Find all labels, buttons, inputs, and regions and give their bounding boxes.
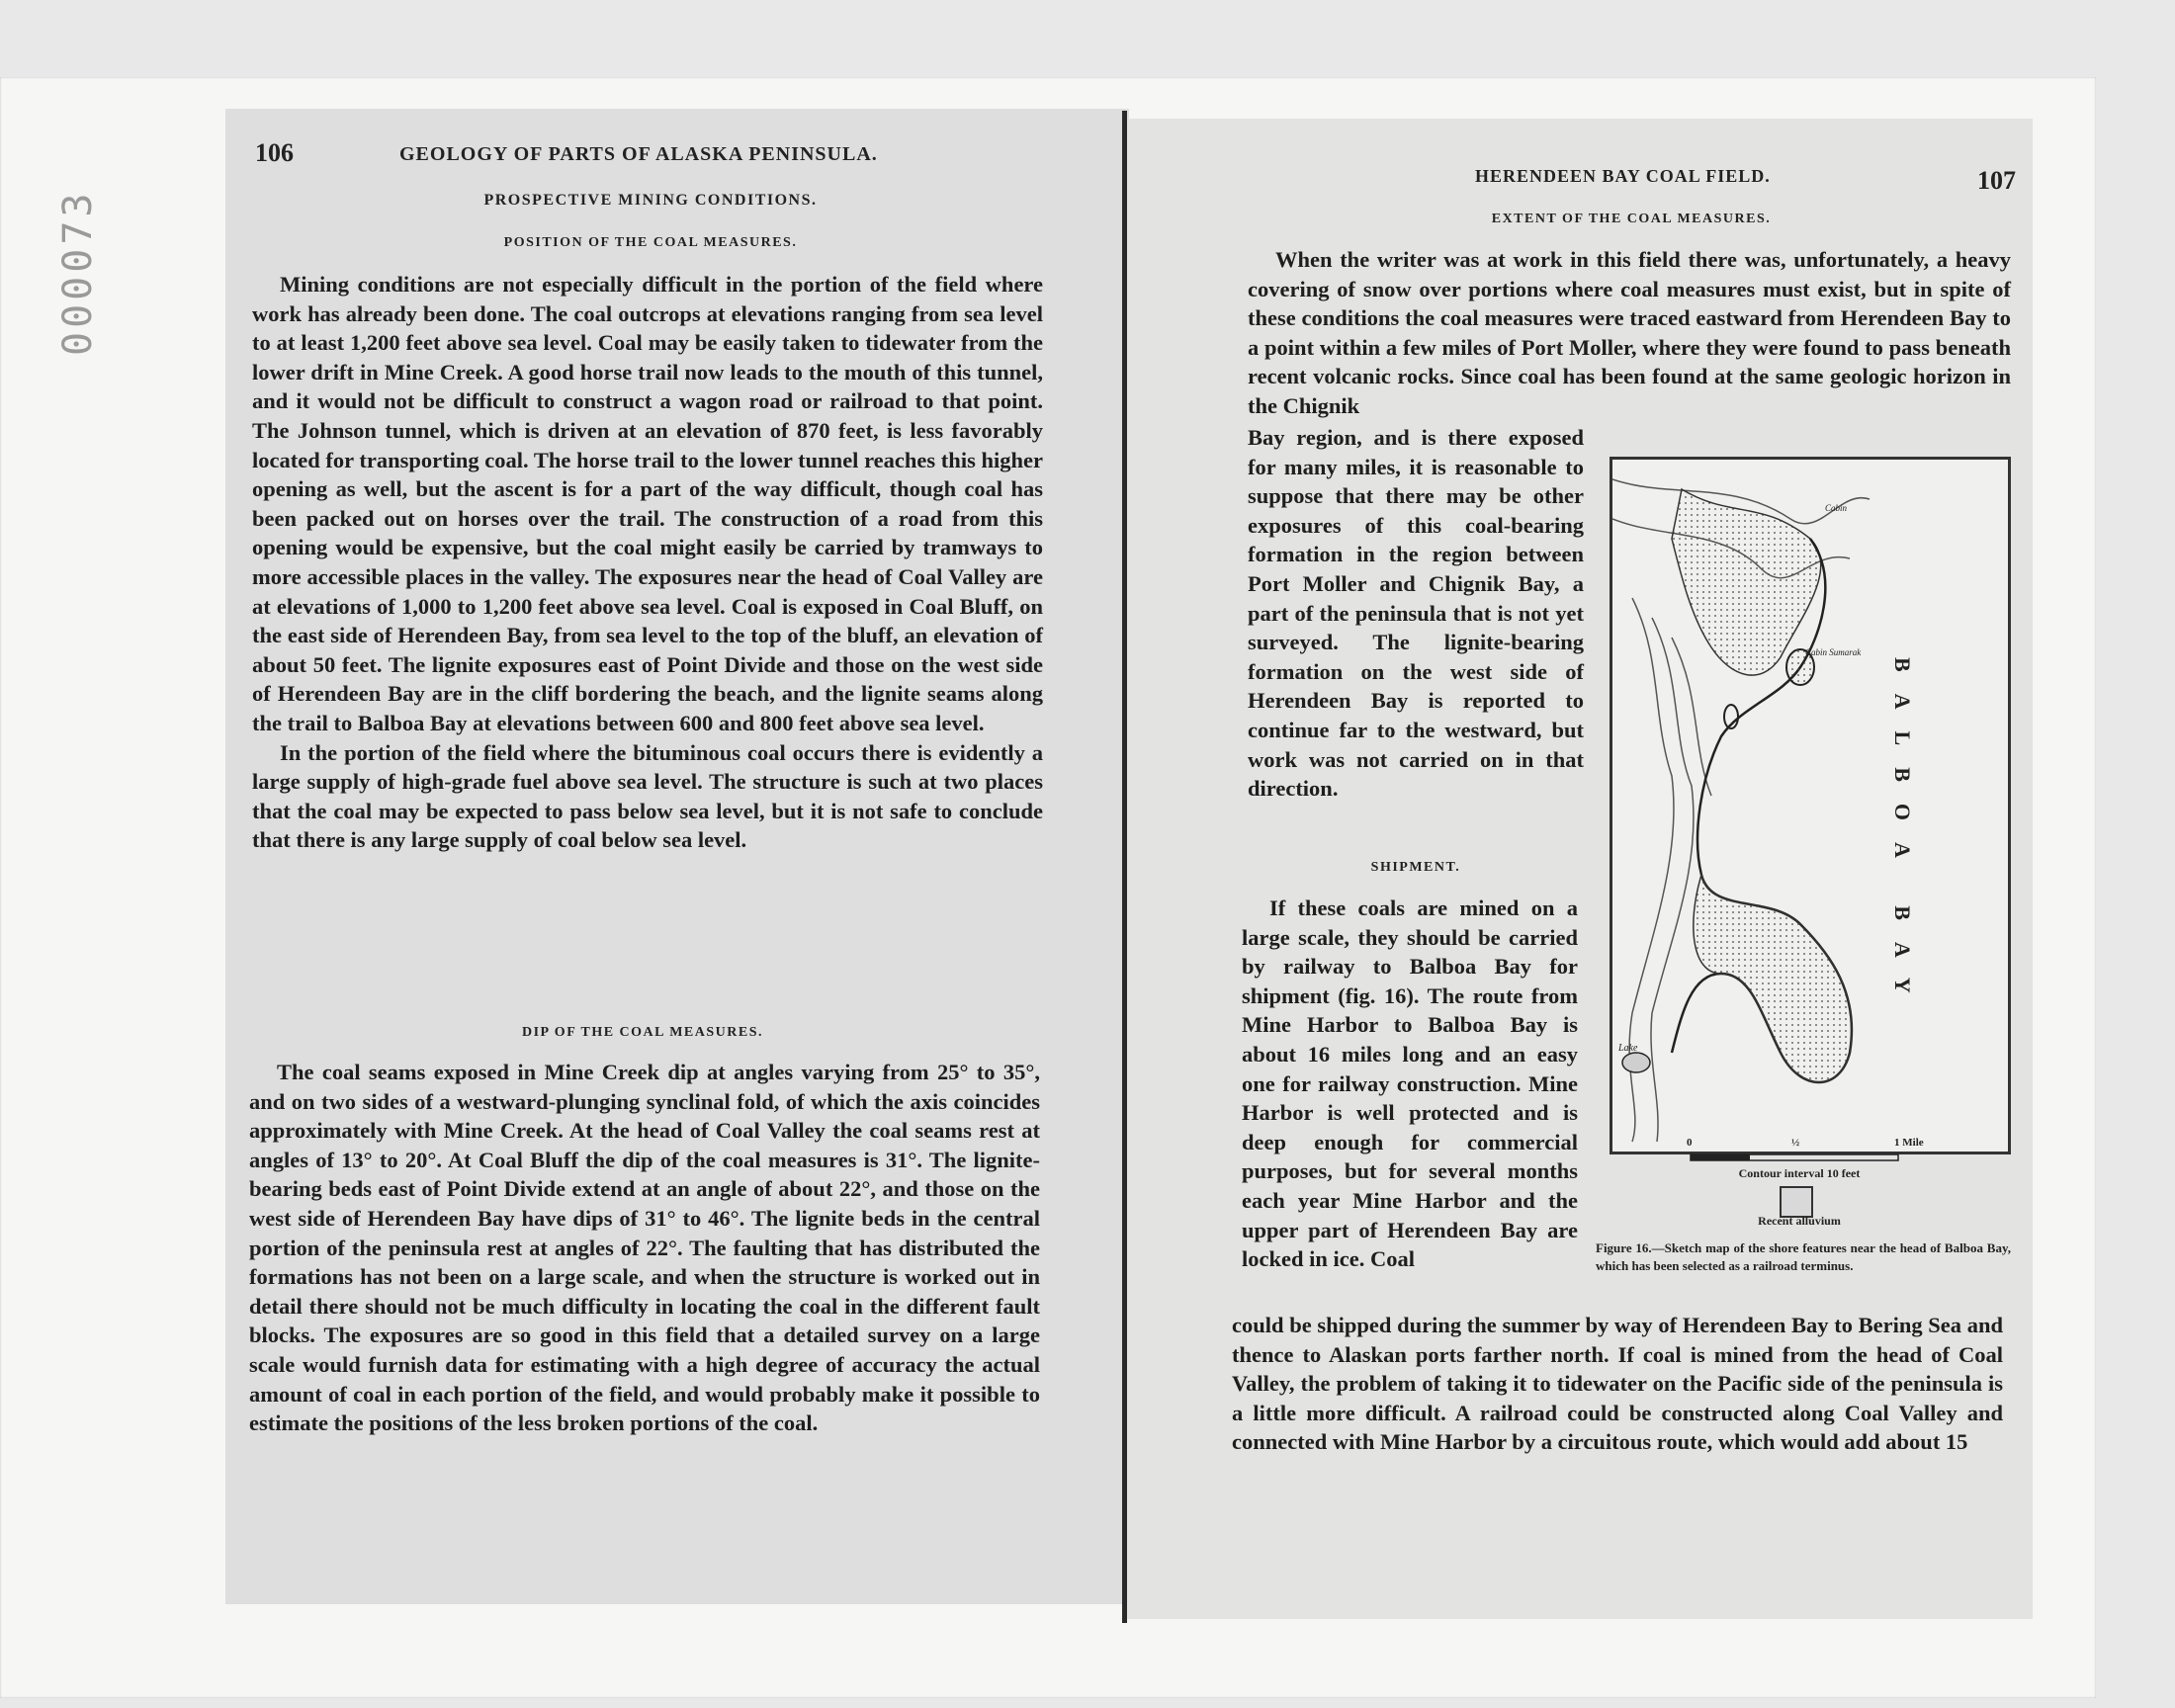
figure-16-map: [1610, 457, 2011, 1154]
left-body-2: [249, 1058, 1040, 1438]
page-gutter: [1122, 111, 1127, 1623]
right-body-narrow-1: [1248, 423, 1584, 804]
subheading-shipment: SHIPMENT.: [1370, 860, 1461, 875]
paragraph-shipment: If these coals are mined on a large scale, they should be carried by railway to Balboa Bay for shipment (fig. 16). The route from Mine Harbor to Balboa Bay is about 16 miles long and an easy one for railway construction. Mine Harbor is well protected and is deep enough for commercial purposes, but for several months each year Mine Harbor and the upper part of Herendeen Bay are locked in ice. Coal: [1242, 896, 1578, 1272]
right-body-full-2: [1232, 1311, 2003, 1457]
paragraph-shipment-cont: could be shipped during the summer by way of Herendeen Bay to Bering Sea and thence to Alaskan ports farther north. If coal is mined from the head of Coal Valley, the problem of taking it to tidewater on the Pacific side of the peninsula is a little more difficult. A railroad could be constructed along Coal Valley and connected with Mine Harbor by a circuitous route, which would add about 15: [1232, 1313, 2003, 1455]
map-lake-label: Lake: [1618, 1043, 1638, 1054]
subheading-dip: DIP OF THE COAL MEASURES.: [521, 1025, 764, 1040]
section-heading: PROSPECTIVE MINING CONDITIONS.: [483, 192, 818, 209]
right-body-full-1: [1248, 245, 2011, 421]
scale-bar: [1681, 1149, 1928, 1166]
right-body-narrow-2: [1242, 894, 1578, 1274]
left-body-1: [252, 270, 1043, 855]
page-number-right: 107: [1977, 166, 2016, 195]
subheading-extent: EXTENT OF THE COAL MEASURES.: [1491, 212, 1772, 226]
contour-interval-label: Contour interval 10 feet: [1738, 1166, 1861, 1180]
scale-one-mile: 1 Mile: [1894, 1137, 1924, 1149]
subheading-position: POSITION OF THE COAL MEASURES.: [503, 235, 798, 250]
paragraph-extent-cont: Bay region, and is there exposed for many miles, it is reasonable to suppose that there may be other exposures of this coal-bearing formation in the region between Port Moller and Chignik Bay, a part of the peninsula that is not yet surveyed. The lignite-bearing formation on the west side of Herendeen Bay is reported to continue far to the westward, but work was not carried on in that direction.: [1248, 425, 1584, 802]
paragraph-extent-start: When the writer was at work in this field there was, unfortunately, a heavy covering of snow over portions where coal measures must exist, but in spite of these conditions the coal measures were traced eastward from Herendeen Bay to a point within a few miles of Port Moller, where they were found to pass beneath recent volcanic rocks. Since coal has been found at the same geologic horizon in the Chignik: [1248, 247, 2011, 418]
map-drawing: [1612, 460, 2008, 1152]
map-cabin-sumarak-label: Cabin Sumarak: [1805, 647, 1862, 657]
archive-stamp: 000073: [55, 189, 101, 356]
paragraph-supply: In the portion of the field where the bituminous coal occurs there is evidently a large supply of high-grade fuel above sea level. The structure is such at two places that the coal may be expected to pass below sea level, but it is not safe to conclude that there is any large supply of coal below sea level.: [252, 739, 1043, 853]
running-head-right: HERENDEEN BAY COAL FIELD.: [1475, 166, 1771, 186]
figure-caption: Figure 16.—Sketch map of the shore features near the head of Balboa Bay, which has been selected as a railroad terminus.: [1596, 1240, 2011, 1273]
scale-half: ½: [1791, 1137, 1800, 1149]
map-bay-label: BALBOA BAY: [1890, 657, 1915, 1015]
map-cabin-label: Cabin: [1825, 503, 1848, 513]
scale-zero: 0: [1687, 1137, 1693, 1149]
paragraph-position: Mining conditions are not especially difficult in the portion of the field where work has already been done. The coal outcrops at elevations ranging from sea level to at least 1,200 feet above sea level. Coal may be easily taken to tidewater from the lower drift in Mine Creek. A good horse trail now leads to the mouth of this tunnel, and it would not be difficult to construct a wagon road or railroad to that point. The Johnson tunnel, which is driven at an elevation of 870 feet, is less favorably located for transporting coal. The horse trail to the lower tunnel reaches this higher opening as well, but the ascent is for a part of the way difficult, though coal has been packed out on horses over the trail. The construction of a road from this opening would be expensive, but the coal might easily be carried by tramways to more accessible places in the valley. The exposures near the head of Coal Valley are at elevations of 1,000 to 1,200 feet above sea level. Coal is exposed in Coal Bluff, on the east side of Herendeen Bay, from sea level to the top of the bluff, an elevation of about 50 feet. The lignite exposures east of Point Divide and those on the west side of Herendeen Bay are in the cliff bordering the beach, and the lignite seams along the trail to Balboa Bay at elevations between 600 and 800 feet above sea level.: [252, 272, 1043, 735]
paragraph-dip: The coal seams exposed in Mine Creek dip at angles varying from 25° to 35°, and on two sides of a westward-plunging synclinal fold, of which the axis coincides approximately with Mine Creek. At the head of Coal Valley the coal seams rest at angles of 13° to 20°. At Coal Bluff the dip of the coal measures is 31°. The lignite-bearing beds east of Point Divide extend at an angle of about 22°, and those on the west side of Herendeen Bay have dips of 31° to 46°. The lignite beds in the central portion of the peninsula rest at angles of 22°. The faulting that has distributed the formations has not been on a large scale, and when the structure is worked out in detail there should not be much difficulty in locating the coal in the different fault blocks. The exposures are so good in this field that a detailed survey on a large scale would furnish data for estimating with a high degree of accuracy the actual amount of coal in each portion of the field, and would probably make it possible to estimate the positions of the less broken portions of the coal.: [249, 1060, 1040, 1436]
page-number-left: 106: [255, 138, 294, 167]
legend-label-alluvium: Recent alluvium: [1758, 1214, 1841, 1228]
running-head-left: GEOLOGY OF PARTS OF ALASKA PENINSULA.: [399, 143, 878, 165]
